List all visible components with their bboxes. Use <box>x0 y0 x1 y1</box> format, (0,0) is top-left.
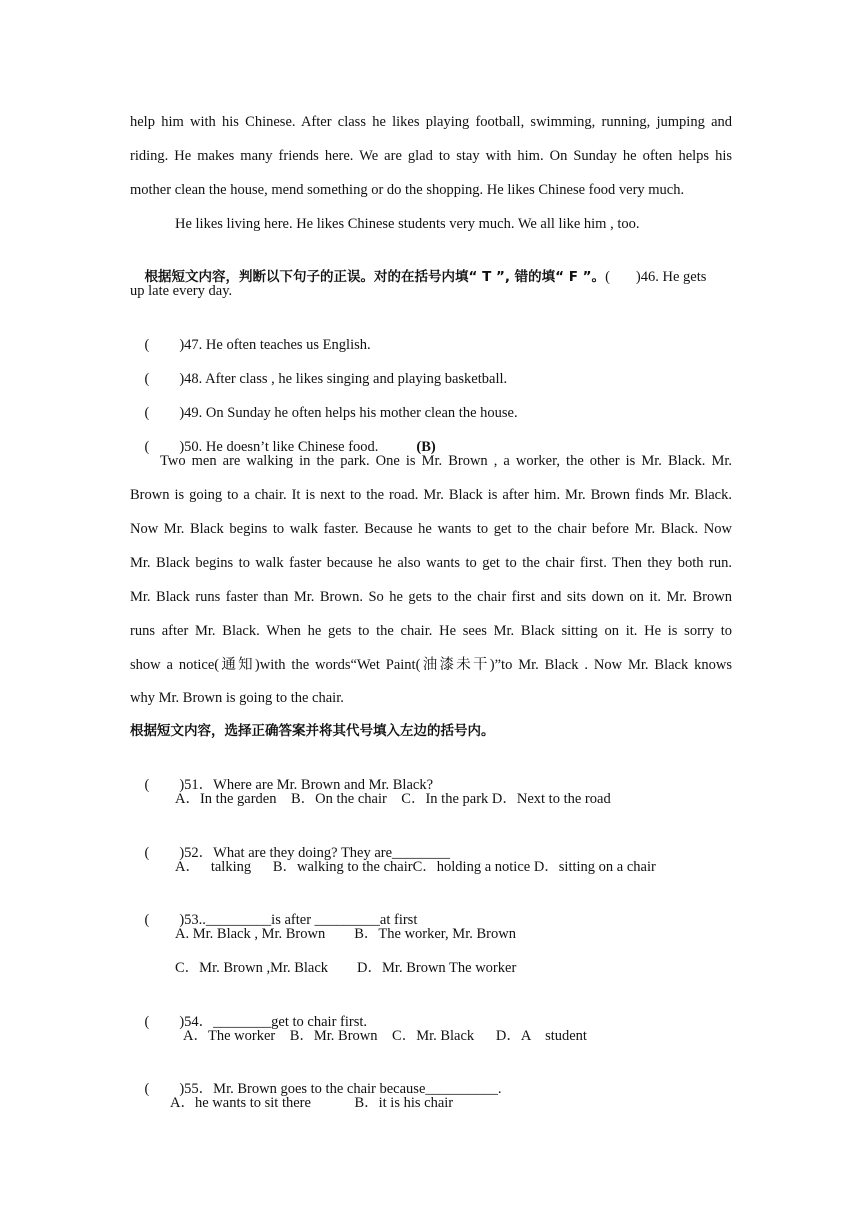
tf-item-50 <box>130 417 436 455</box>
answer-paren-49[interactable]: ( <box>144 405 150 421</box>
passage-b-line-4: Mr. Black begins to walk faster because he also wants to get to the chair first. Then they both run. <box>130 555 732 571</box>
passage-a-line-1: help him with his Chinese. After class he likes playing football, swimming, running, jumping and <box>130 114 732 130</box>
answer-paren-52[interactable]: ( <box>144 845 150 861</box>
options-53-row-1: A. Mr. Black , Mr. Brown B．The worker, Mr. Brown <box>175 926 516 942</box>
tf-item-48 <box>130 349 508 387</box>
options-51: A．In the garden B．On the chair C．In the park D．Next to the road <box>175 791 611 807</box>
mc-question-55 <box>130 1059 502 1097</box>
passage-b-line-7: show a notice(通知)with the words“Wet Paint(油漆未干)”to Mr. Black . Now Mr. Black knows <box>130 657 732 673</box>
options-55: A．he wants to sit there B．it is his chair <box>170 1095 454 1111</box>
answer-paren-54[interactable]: ( <box>144 1014 150 1030</box>
question-48: )48. After class , he likes singing and playing basketball. <box>179 371 508 387</box>
passage-a-closing: He likes living here. He likes Chinese students very much. We all like him , too. <box>175 216 640 232</box>
options-53-row-2: C．Mr. Brown ,Mr. Black D．Mr. Brown The worker <box>175 960 517 976</box>
tf-instruction: 根据短文内容，判断以下句子的正误。对的在括号内填“ T ”, 错的填“ F ”。 <box>144 269 606 285</box>
answer-paren-53[interactable]: ( <box>144 912 150 928</box>
mc-question-52 <box>130 823 451 861</box>
options-52: A． talking B．walking to the chairC．holding a notice D．sitting on a chair <box>175 859 656 875</box>
passage-b-last-line: why Mr. Brown is going to the chair. <box>130 690 344 706</box>
passage-b-line-6: runs after Mr. Black. When he gets to the chair. He sees Mr. Black sitting on it. He is sorry to <box>130 623 732 639</box>
passage-a-line-3: mother clean the house, mend something or do the shopping. He likes Chinese food very much. <box>130 182 685 198</box>
answer-paren-48[interactable]: ( <box>144 371 150 387</box>
question-54-text: )54．________get to chair first. <box>179 1014 368 1030</box>
mc-question-53 <box>130 890 418 928</box>
question-55-text: )55．Mr. Brown goes to the chair because__________. <box>179 1081 502 1097</box>
options-54: A．The worker B．Mr. Brown C．Mr. Black D．A student <box>183 1028 587 1044</box>
passage-b-line-2: Brown is going to a chair. It is next to the road. Mr. Black is after him. Mr. Brown finds Mr. Black. <box>130 487 732 503</box>
section-b-label: (B) <box>416 439 436 455</box>
tf-instruction-line <box>130 247 707 285</box>
answer-paren-47[interactable]: ( <box>144 337 150 353</box>
passage-a-line-2: riding. He makes many friends here. We are glad to stay with him. On Sunday he often helps his <box>130 148 732 164</box>
answer-paren-55[interactable]: ( <box>144 1081 150 1097</box>
mc-question-51 <box>130 755 434 793</box>
question-49: )49. On Sunday he often helps his mother clean the house. <box>179 405 518 421</box>
tf-item-47 <box>130 315 371 353</box>
question-53-text: )53.._________is after _________at first <box>179 912 418 928</box>
question-46: )46. He gets <box>635 269 707 285</box>
passage-b-line-1: Two men are walking in the park. One is Mr. Brown , a worker, the other is Mr. Black. Mr. <box>160 453 732 469</box>
passage-b-line-5: Mr. Black runs faster than Mr. Brown. So he gets to the chair first and sits down on it. Mr. Brown <box>130 589 732 605</box>
mc-question-54 <box>130 992 368 1030</box>
question-46-continued: up late every day. <box>130 283 233 299</box>
passage-b-line-3: Now Mr. Black begins to walk faster. Because he wants to get to the chair before Mr. Black. Now <box>130 521 732 537</box>
question-50: )50. He doesn’t like Chinese food. <box>179 439 379 455</box>
answer-paren-50[interactable]: ( <box>144 439 150 455</box>
question-52-text: )52．What are they doing? They are________ <box>179 845 451 861</box>
answer-paren-46[interactable]: ( <box>605 269 610 285</box>
question-51-text: )51．Where are Mr. Brown and Mr. Black? <box>179 777 434 793</box>
answer-paren-51[interactable]: ( <box>144 777 150 793</box>
mc-instruction: 根据短文内容，选择正确答案并将其代号填入左边的括号内。 <box>130 723 495 739</box>
question-47: )47. He often teaches us English. <box>179 337 371 353</box>
tf-item-49 <box>130 383 518 421</box>
